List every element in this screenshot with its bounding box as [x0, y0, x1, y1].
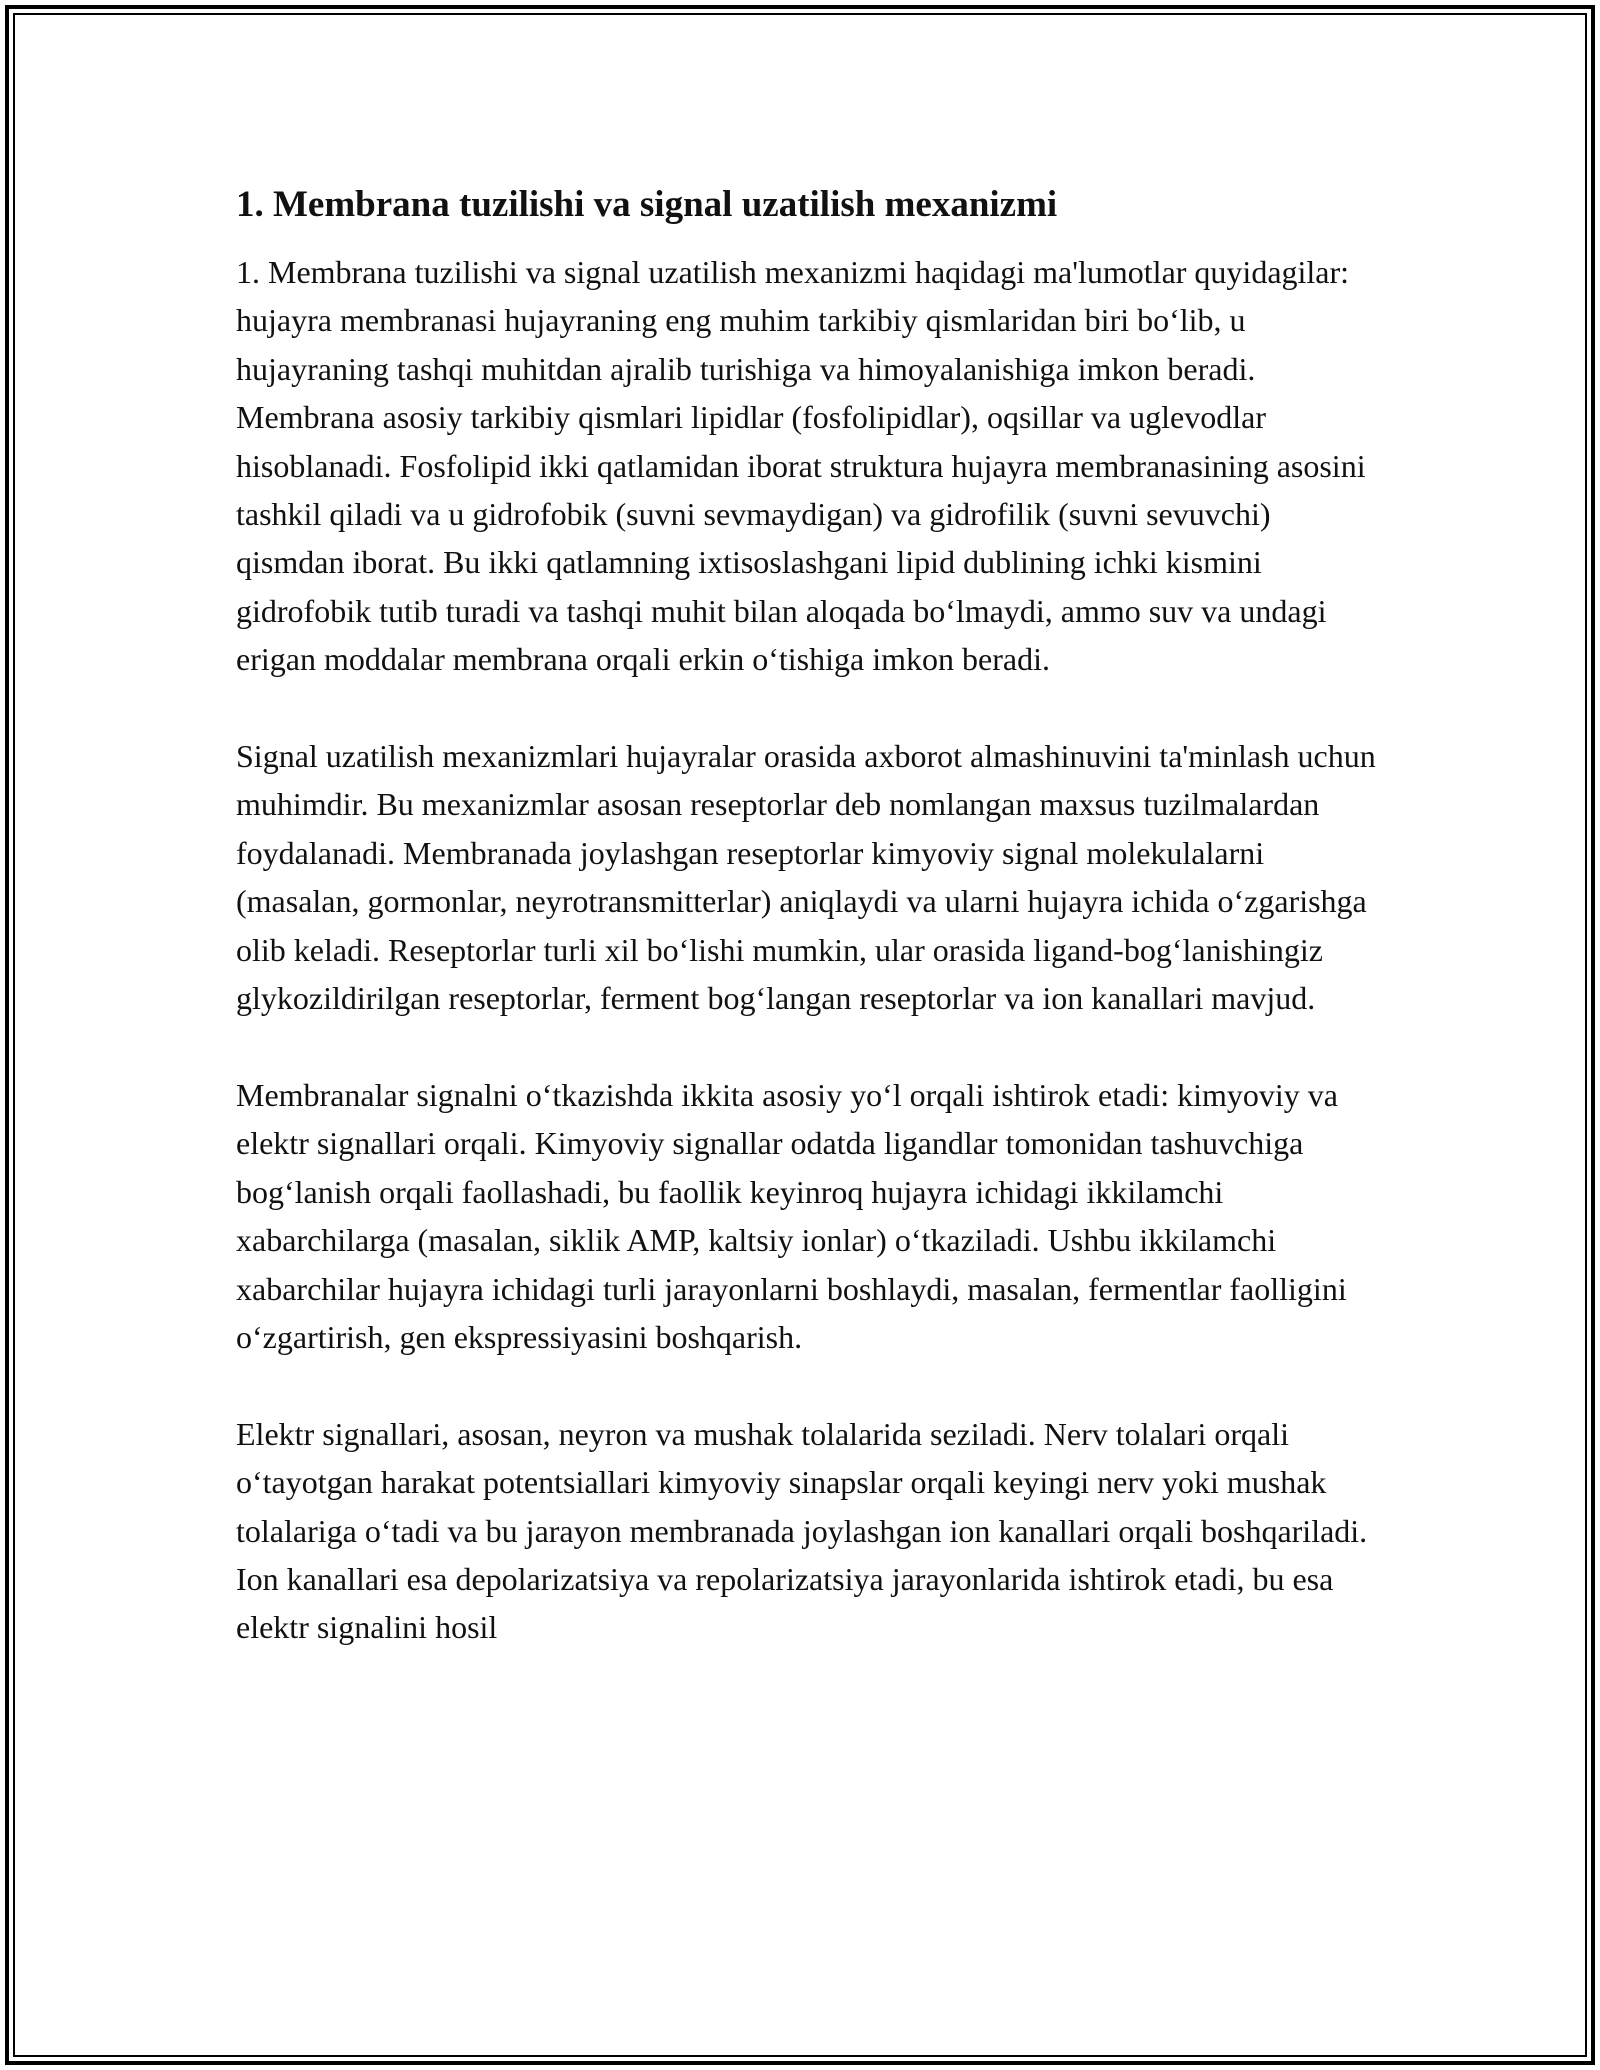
- paragraph-signal-transduction: Signal uzatilish mexanizmlari hujayralar orasida axborot almashinuvini ta'minlash uchun muhimdir. Bu mexanizmlar asosan reseptorlar deb nomlangan maxsus tuzilmalardan foydalanadi. Membranada joylashgan reseptorlar kimyoviy signal molekulalarni (masalan, gormonlar, neyrotransmitterlar) aniqlaydi va ularni hujayra ichida o‘zgarishga olib keladi. Reseptorlar turli xil bo‘lishi mumkin, ular orasida ligand-bog‘lanishingiz glykozildirilgan reseptorlar, ferment bog‘langan reseptorlar va ion kanallari mavjud.: [236, 738, 1376, 1017]
- paragraph-membrane-structure: 1. Membrana tuzilishi va signal uzatilish mexanizmi haqidagi ma'lumotlar quyidagilar: hujayra membranasi hujayraning eng muhim tarkibiy qismlaridan biri bo‘lib, u hujayraning tashqi muhitdan ajralib turishiga va himoyalanishiga imkon beradi. Membrana asosiy tarkibiy qismlari lipidlar (fosfolipidlar), oqsillar va uglevodlar hisoblanadi. Fosfolipid ikki qatlamidan iborat struktura hujayra membranasining asosini tashkil qiladi va u gidrofobik (suvni sevmaydigan) va gidrofilik (suvni sevuvchi) qismdan iborat. Bu ikki qatlamning ixtisoslashgani lipid dublining ichki kismini gidrofobik tutib turadi va tashqi muhit bilan aloqada bo‘lmaydi, ammo suv va undagi erigan moddalar membrana orqali erkin o‘tishiga imkon beradi.: [236, 254, 1366, 678]
- document-body: [236, 180, 1376, 1700]
- paragraph-electrical-signals: Elektr signallari, asosan, neyron va mushak tolalarida seziladi. Nerv tolalari orqali o‘tayotgan harakat potentsiallari kimyoviy sinapslar orqali keyingi nerv yoki mushak tolalariga o‘tadi va bu jarayon membranada joylashgan ion kanallari orqali boshqariladi. Ion kanallari esa depolarizatsiya va repolarizatsiya jarayonlarida ishtirok etadi, bu esa elektr signalini hosil: [236, 1415, 1368, 1646]
- document-title: 1. Membrana tuzilishi va signal uzatilish mexanizmi: [236, 184, 1058, 225]
- paragraph-chemical-electrical-signals: Membranalar signalni o‘tkazishda ikkita asosiy yo‘l orqali ishtirok etadi: kimyoviy va elektr signallari orqali. Kimyoviy signallar odatda ligandlar tomonidan tashuvchiga bog‘lanish orqali faollashadi, bu faollik keyinroq hujayra ichidagi ikkilamchi xabarchilarga (masalan, siklik AMP, kaltsiy ionlar) o‘tkaziladi. Ushbu ikkilamchi xabarchilar hujayra ichidagi turli jarayonlarni boshlaydi, masalan, fermentlar faolligini o‘zgartirish, gen ekspressiyasini boshqarish.: [236, 1076, 1347, 1355]
